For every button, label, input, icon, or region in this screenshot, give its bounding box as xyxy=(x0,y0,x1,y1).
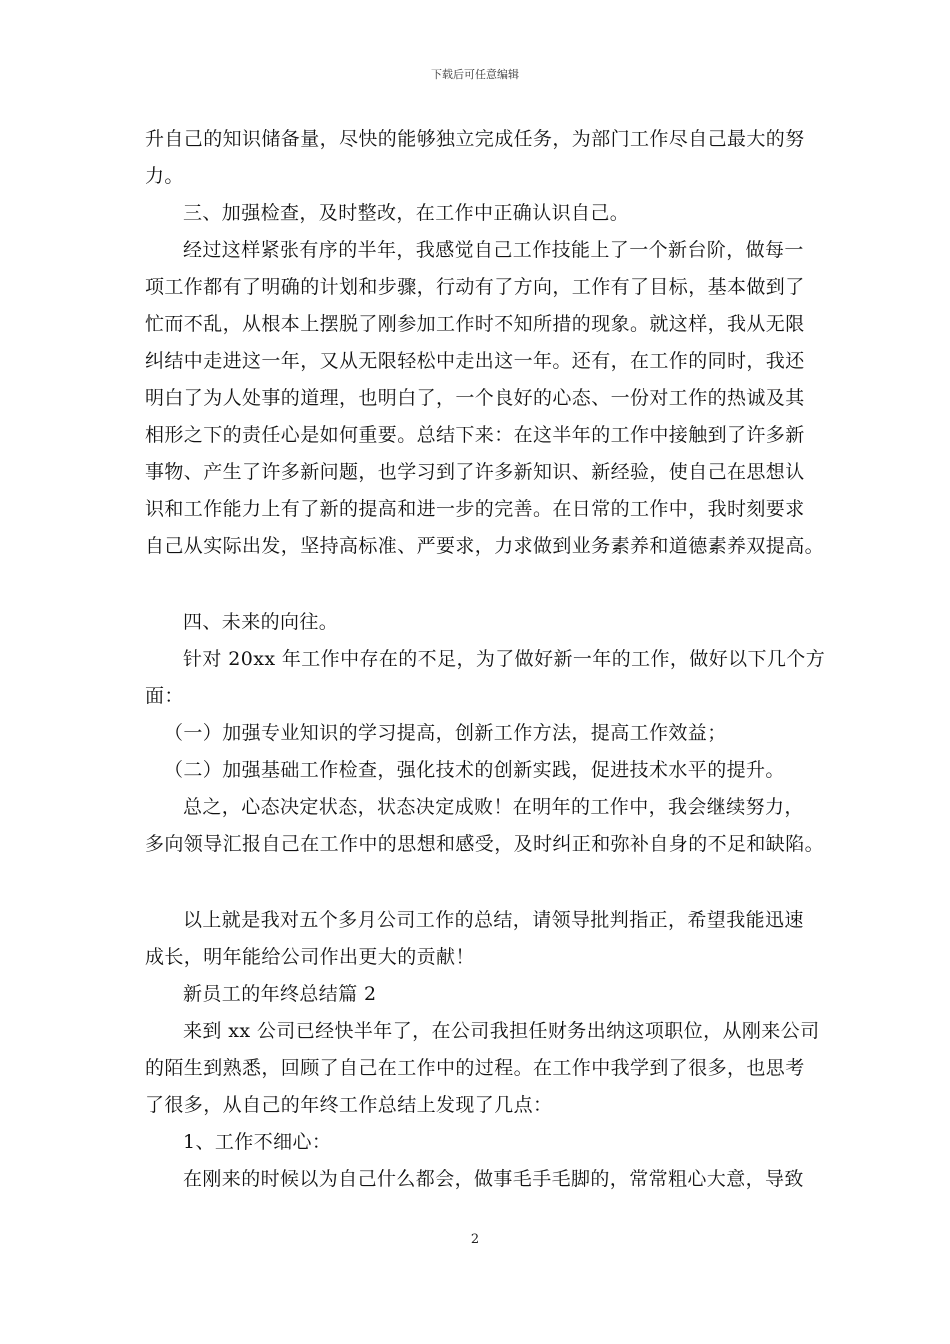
section-heading: 三、加强检查，及时整改，在工作中正确认识自己。 xyxy=(183,202,630,224)
text-line: 成长，明年能给公司作出更大的贡献！ xyxy=(145,946,475,968)
list-item: （二）加强基础工作检查，强化技术的创新实践，促进技术水平的提升。 xyxy=(164,759,785,781)
text-line: 针对 20xx 年工作中存在的不足，为了做好新一年的工作，做好以下几个方 xyxy=(183,648,826,670)
list-item: （一）加强专业知识的学习提高，创新工作方法，提高工作效益； xyxy=(164,722,727,744)
text-line: 项工作都有了明确的计划和步骤，行动有了方向，工作有了目标，基本做到了 xyxy=(145,276,805,298)
text-line: 升自己的知识储备量，尽快的能够独立完成任务，为部门工作尽自己最大的努 xyxy=(145,128,805,150)
text-line: 忙而不乱，从根本上摆脱了刚参加工作时不知所措的现象。就这样，我从无限 xyxy=(145,313,805,335)
text-line: 经过这样紧张有序的半年，我感觉自己工作技能上了一个新台阶，做每一 xyxy=(183,239,804,261)
text-line: 了很多，从自己的年终工作总结上发现了几点： xyxy=(145,1094,553,1116)
text-line: 事物、产生了许多新问题，也学习到了许多新知识、新经验，使自己在思想认 xyxy=(145,461,805,483)
text-line: 明白了为人处事的道理，也明白了，一个良好的心态、一份对工作的热诚及其 xyxy=(145,387,805,409)
text-line: 来到 xx 公司已经快半年了，在公司我担任财务出纳这项职位，从刚来公司 xyxy=(183,1020,820,1042)
page-header: 下载后可任意编辑 xyxy=(431,68,519,81)
text-line: 多向领导汇报自己在工作中的思想和感受，及时纠正和弥补自身的不足和缺陷。 xyxy=(145,833,825,855)
text-line: 的陌生到熟悉，回顾了自己在工作中的过程。在工作中我学到了很多，也思考 xyxy=(145,1057,805,1079)
article-title: 新员工的年终总结篇 2 xyxy=(183,983,377,1005)
text-line: 自己从实际出发，坚持高标准、严要求，力求做到业务素养和道德素养双提高。 xyxy=(145,535,825,557)
text-line: 相形之下的责任心是如何重要。总结下来：在这半年的工作中接触到了许多新 xyxy=(145,424,805,446)
text-line: 纠结中走进这一年，又从无限轻松中走出这一年。还有，在工作的同时，我还 xyxy=(145,350,805,372)
text-line: 力。 xyxy=(145,165,184,187)
text-line: 总之，心态决定状态，状态决定成败！在明年的工作中，我会继续努力， xyxy=(183,796,804,818)
text-line: 在刚来的时候以为自己什么都会，做事毛手毛脚的，常常粗心大意，导致 xyxy=(183,1168,804,1190)
section-heading: 四、未来的向往。 xyxy=(183,611,339,633)
page-number: 2 xyxy=(470,1232,480,1247)
text-line: 以上就是我对五个多月公司工作的总结，请领导批判指正，希望我能迅速 xyxy=(183,909,804,931)
section-heading: 1、工作不细心： xyxy=(183,1131,332,1153)
text-line: 面： xyxy=(145,685,184,707)
text-line: 识和工作能力上有了新的提高和进一步的完善。在日常的工作中，我时刻要求 xyxy=(145,498,805,520)
